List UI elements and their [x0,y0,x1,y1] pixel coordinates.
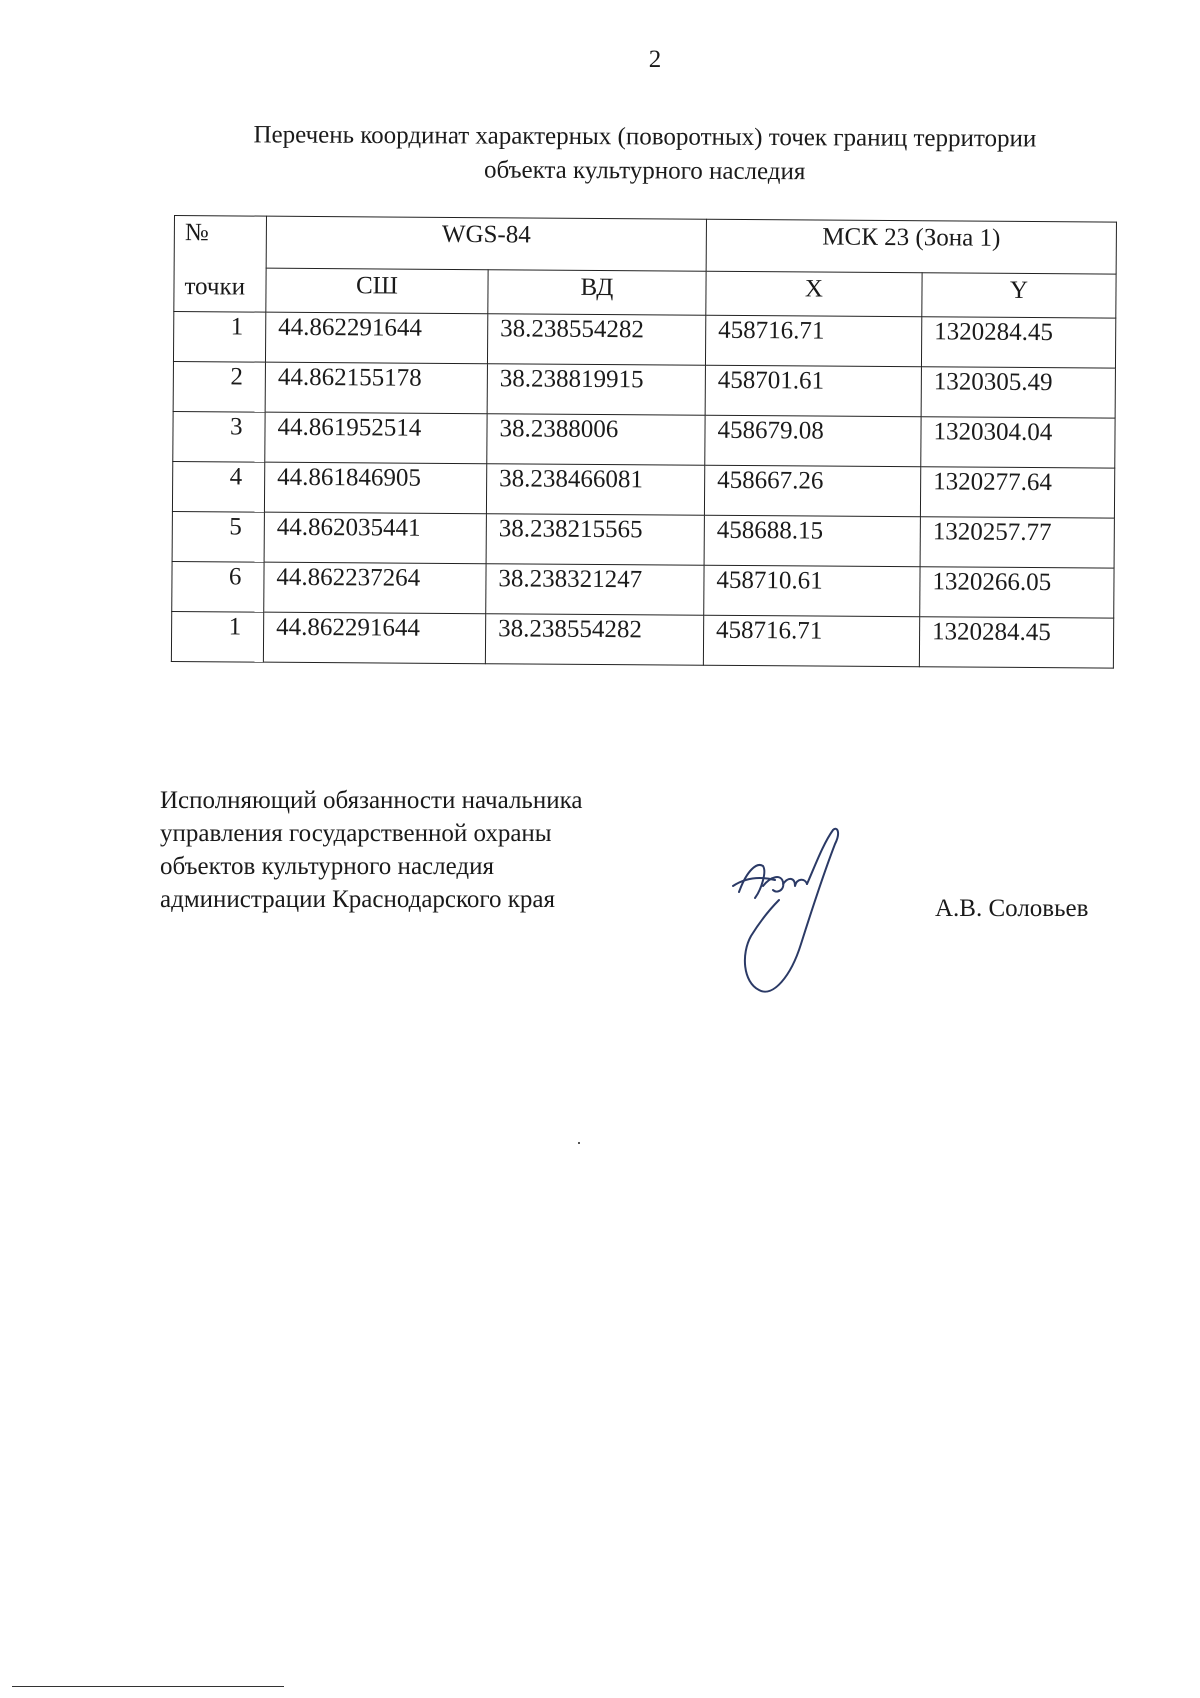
longitude-cell: 38.238554282 [487,314,705,366]
x-cell: 458716.71 [705,315,921,367]
latitude-cell: 44.862291644 [265,312,487,364]
table-row [172,561,1114,618]
y-cell: 1320257.77 [920,517,1114,568]
coordinates-table [171,215,1117,669]
longitude-header: ВД [488,270,706,316]
longitude-cell: 38.2388006 [487,414,705,466]
x-cell: 458701.61 [705,365,921,417]
y-cell: 1320305.49 [921,367,1115,418]
x-cell: 458688.15 [704,515,920,567]
point-number-word: точки [184,273,246,301]
point-number-cell: 1 [171,611,263,662]
table-row [171,611,1113,668]
point-number-symbol: № [184,219,209,247]
longitude-cell: 38.238466081 [486,464,704,516]
longitude-cell: 38.238819915 [487,364,705,416]
y-cell: 1320304.04 [921,417,1115,468]
signer-position-line-3: объектов культурного наследия [160,853,494,880]
table-row [173,361,1115,418]
point-number-cell: 3 [173,411,265,462]
point-number-cell: 2 [173,361,265,412]
signer-name: А.В. Соловьев [935,895,1089,922]
signer-position-line-1: Исполняющий обязанности начальника [160,787,583,814]
table-row [173,312,1115,369]
x-cell: 458679.08 [705,415,921,467]
latitude-cell: 44.861846905 [264,462,486,514]
document-title [190,118,1100,191]
document-title-line-1: Перечень координат характерных (поворотных) точек границ территории [253,121,1037,153]
page-number: 2 [648,46,662,73]
x-header: X [706,271,922,317]
x-cell: 458710.61 [704,565,920,617]
latitude-cell: 44.862291644 [263,612,485,664]
longitude-cell: 38.238215565 [486,514,704,566]
y-cell: 1320277.64 [920,467,1114,518]
signer-position-line-4: администрации Краснодарского края [160,886,556,913]
latitude-cell: 44.862035441 [264,512,486,564]
latitude-cell: 44.862237264 [264,562,486,614]
longitude-cell: 38.238321247 [486,564,704,616]
signer-position-line-2: управления государственной охраны [160,820,552,847]
point-number-cell: 4 [172,461,264,512]
point-number-cell: 6 [172,561,264,612]
y-header: Y [922,273,1116,318]
latitude-cell: 44.862155178 [265,362,487,414]
table-row [172,461,1114,518]
scan-dot [578,1142,580,1144]
table-row [173,411,1115,468]
y-cell: 1320284.45 [919,617,1113,668]
coordinates-table-wrapper [171,215,1117,669]
x-cell: 458667.26 [704,465,920,517]
latitude-header: СШ [266,268,488,314]
point-number-cell: 1 [173,312,265,363]
document-title-line-2: объекта культурного наследия [483,156,806,186]
handwritten-signature [725,826,855,996]
longitude-cell: 38.238554282 [485,614,703,666]
point-number-cell: 5 [172,511,264,562]
table-row [172,511,1114,568]
y-cell: 1320266.05 [920,567,1114,618]
x-cell: 458716.71 [703,615,919,667]
footer-rule [12,1686,284,1687]
signer-position [160,784,582,916]
y-cell: 1320284.45 [921,317,1115,368]
wgs84-group-header: WGS-84 [266,216,706,271]
point-number-header [174,216,267,313]
msk23-group-header: МСК 23 (Зона 1) [706,219,1116,274]
latitude-cell: 44.861952514 [265,412,487,464]
